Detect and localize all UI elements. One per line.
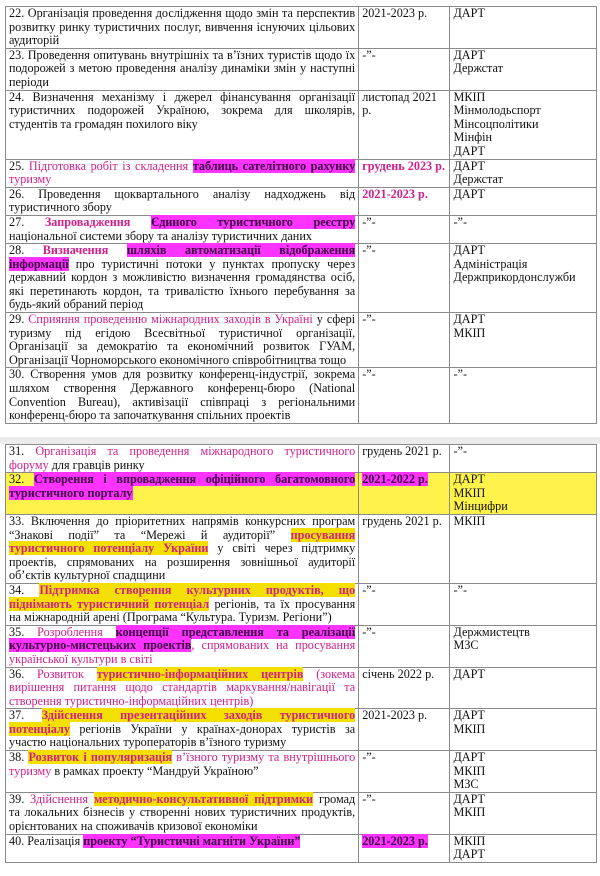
table-row <box>6 159 597 187</box>
responsible-body: Мінмолодьспорт <box>453 103 541 118</box>
measure-text: (зокема вирішення питання щодо стандартів маркування/навігації та створення туристично-інформаційних центрів) <box>9 666 356 708</box>
measure-text: громад та локальних бізнесів у створенні нових туристичних продуктів, орієнтованих на споживачів кризової економіки <box>9 791 356 834</box>
measure-text: просування туристичного потенціалу України <box>9 527 356 556</box>
measure-cell <box>6 90 359 159</box>
measure-number: 22. <box>9 6 25 20</box>
measure-number: 40. <box>9 833 25 848</box>
responsible-cell <box>450 313 597 368</box>
measure-text: у сфері туризму під егідою Всесвітньої туристичної організації, Організації за демократію та економічний розвиток ГУАМ, Організації Чорноморського економічного співробітництва тощо <box>9 312 356 367</box>
table-row <box>6 625 597 667</box>
measure-text: регіонів, та їх просування на міжнародній арені (Програма “Культура. Туризм. Регіони”) <box>9 596 356 625</box>
measure-text: таблиць сателітного рахунку <box>192 158 356 173</box>
responsible-cell <box>450 159 597 187</box>
measure-text: Розвиток і популяризація <box>28 750 173 765</box>
term-text: 2021-2023 р. <box>362 6 428 20</box>
responsible-cell <box>450 792 597 834</box>
measure-cell <box>6 625 359 667</box>
term-text: -”- <box>362 47 376 62</box>
term-cell <box>359 445 450 473</box>
measure-text: Створення умов для розвитку конференц-індустрії, зокрема шляхом створення Державного конференц-бюро (National Convention Bureau), активізації співпраці з регіональними конференц-бюро та започаткування спільних проектів <box>9 367 356 423</box>
measure-cell <box>6 7 359 49</box>
table-row <box>6 313 597 368</box>
measure-text: національної системи збору та аналізу туристичних даних <box>9 228 312 243</box>
responsible-cell <box>450 7 597 49</box>
responsible-cell <box>450 473 597 515</box>
responsible-body: МКІП <box>453 763 486 778</box>
measure-text: Реалізація <box>27 833 84 848</box>
responsible-cell <box>450 709 597 751</box>
measure-text: Єдиного туристичного реєстру <box>150 214 356 229</box>
term-cell <box>359 187 450 215</box>
measure-number: 35. <box>9 624 25 639</box>
measure-text: Здійснення <box>30 791 94 806</box>
table-row <box>6 445 597 473</box>
responsible-body: ДАРТ <box>453 750 485 765</box>
responsible-body: ДАРТ <box>453 312 485 327</box>
measure-text: Здійснення презентаційних заходів туристичного потенціалу <box>9 708 356 736</box>
responsible-body: МКІП <box>453 89 486 104</box>
responsible-cell <box>450 215 597 243</box>
responsible-cell <box>450 90 597 159</box>
measure-text: Розроблення <box>37 624 116 639</box>
measure-text: Проведення опитувань внутрішніх та в’їзних туристів щодо їх подорожей з метою проведення аналізу динаміки змін у наступні періоди <box>9 47 356 89</box>
term-cell <box>359 625 450 667</box>
measure-cell <box>6 473 359 515</box>
responsible-body: ДАРТ <box>453 143 485 158</box>
measure-cell <box>6 244 359 313</box>
measure-number: 27. <box>9 214 25 229</box>
table-row <box>6 583 597 625</box>
term-cell <box>359 215 450 243</box>
responsible-body: МКІП <box>453 485 486 500</box>
responsible-body: Держстат <box>453 172 503 187</box>
term-cell <box>359 792 450 834</box>
term-text: листопад 2021 р. <box>362 89 438 118</box>
measure-number: 36. <box>9 666 25 681</box>
measure-text: Розвиток <box>37 666 97 681</box>
responsible-body: МЗС <box>453 777 479 792</box>
measure-cell <box>6 187 359 215</box>
measure-number: 33. <box>9 513 25 528</box>
responsible-body: Мінсоцполітики <box>453 116 539 131</box>
term-text: -”- <box>362 750 376 765</box>
measure-number: 30. <box>9 367 25 382</box>
measure-text: Організація проведення дослідження щодо змін та перспектив розвитку ринку туристичних послуг, вивчення існуючих цільових аудиторій <box>9 6 356 48</box>
measure-text: про туристичні потоки у пунктах пропуску через державний кордон з можливістю визначення громадянства осіб, які перетинають кордон, та тривалістю їхнього перебування за будь-який обраний період <box>9 256 356 312</box>
measure-text: шляхів автоматизації відображення інформації <box>9 243 356 271</box>
measure-number: 37. <box>9 708 25 723</box>
table-row <box>6 792 597 834</box>
table-row <box>6 514 597 583</box>
term-text: грудень 2023 р. <box>362 158 445 173</box>
measure-number: 31. <box>9 444 25 458</box>
measure-number: 34. <box>9 582 25 597</box>
measure-number: 24. <box>9 89 25 104</box>
responsible-cell <box>450 514 597 583</box>
responsible-cell <box>450 583 597 625</box>
measure-number: 29. <box>9 312 25 327</box>
responsible-cell <box>450 834 597 862</box>
measure-text: методично-консультативної підтримки <box>93 791 314 806</box>
measure-cell <box>6 583 359 625</box>
term-text: -”- <box>362 243 376 258</box>
measure-text: в рамках проекту “Мандруй Україною” <box>51 763 259 778</box>
term-text: грудень 2021 р. <box>362 513 442 528</box>
responsible-body: ДАРТ <box>453 47 485 62</box>
term-cell <box>359 313 450 368</box>
responsible-body: Держмистецтв <box>453 624 530 639</box>
term-cell <box>359 7 450 49</box>
measure-text: проекту “Туристичні магніти України” <box>83 833 301 848</box>
responsible-body: МКІП <box>453 721 486 736</box>
term-cell <box>359 90 450 159</box>
responsible-body: ДАРТ <box>453 708 485 723</box>
table-row <box>6 215 597 243</box>
measure-cell <box>6 751 359 793</box>
measure-text: в’їзного туризму та внутрішнього туризму <box>9 750 356 778</box>
responsible-body: МКІП <box>453 805 486 820</box>
table-row <box>6 90 597 159</box>
page-separator <box>0 437 600 444</box>
term-cell <box>359 48 450 90</box>
term-cell <box>359 244 450 313</box>
term-text: січень 2022 р. <box>362 666 435 681</box>
measure-text: для гравців ринку <box>48 457 145 472</box>
measure-text: Сприяння проведенню міжнародних заходів в Україні <box>28 312 313 327</box>
responsible-body: МКІП <box>453 833 486 848</box>
table-row <box>6 834 597 862</box>
responsible-cell <box>450 48 597 90</box>
measure-text: Визначення механізму і джерел фінансування організації туристичних подорожей Україною, зокрема для школярів, студентів та громадян похилого віку <box>9 89 356 131</box>
measure-number: 39. <box>9 791 25 806</box>
responsible-body: ДАРТ <box>453 186 485 201</box>
table-row <box>6 709 597 751</box>
term-cell <box>359 834 450 862</box>
term-text: грудень 2021 р. <box>362 444 442 458</box>
term-text: -”- <box>362 312 376 327</box>
term-cell <box>359 583 450 625</box>
responsible-body: ДАРТ <box>453 791 485 806</box>
measure-text: туристично-інформаційних центрів <box>96 666 304 681</box>
responsible-body: Держстат <box>453 61 503 76</box>
measure-cell <box>6 313 359 368</box>
measure-text: Створення і впровадження офіційного багатомовного туристичного порталу <box>9 472 356 500</box>
measure-number: 25. <box>9 158 25 173</box>
action-plan-table-part-1 <box>5 6 597 424</box>
responsible-body: МКІП <box>453 513 486 528</box>
measure-cell <box>6 667 359 709</box>
table-row <box>6 187 597 215</box>
table-row <box>6 667 597 709</box>
measure-text: концепції представлення та реалізації культурно-мистецьких проектів <box>9 624 356 653</box>
term-text: -”- <box>362 582 376 597</box>
responsible-cell <box>450 667 597 709</box>
responsible-body: ДАРТ <box>453 847 485 862</box>
measure-cell <box>6 514 359 583</box>
responsible-body: МЗС <box>453 638 479 653</box>
responsible-body: ДАРТ <box>453 243 485 258</box>
table-row <box>6 7 597 49</box>
responsible-body: Адміністрація Держприкордонслужби <box>453 256 576 285</box>
term-cell <box>359 473 450 515</box>
table-row <box>6 244 597 313</box>
measure-text: Підготовка робіт із складення <box>28 158 193 173</box>
responsible-cell <box>450 625 597 667</box>
responsible-body: Мінфін <box>453 130 493 145</box>
responsible-body: ДАРТ <box>453 472 485 487</box>
measure-number: 38. <box>9 750 25 765</box>
term-cell <box>359 368 450 423</box>
responsible-body: -”- <box>453 582 468 597</box>
responsible-body: ДАРТ <box>453 666 485 681</box>
measure-cell <box>6 792 359 834</box>
action-plan-table-part-2 <box>5 444 597 863</box>
term-text: -”- <box>362 367 376 382</box>
measure-text: у світі через підтримку проектів, спрямованих на розширення зовнішньої аудиторії об’єктів культурної спадщини <box>9 541 356 583</box>
term-text: 2021-2023 р. <box>362 833 428 848</box>
responsible-body: -”- <box>453 367 468 382</box>
responsible-cell <box>450 445 597 473</box>
responsible-body: Мінцифри <box>453 499 508 514</box>
responsible-body: МКІП <box>453 325 486 340</box>
responsible-cell <box>450 368 597 423</box>
term-text: 2021-2023 р. <box>362 708 428 723</box>
table-row <box>6 48 597 90</box>
term-cell <box>359 159 450 187</box>
measure-text: , спрямованих на просування української культури в світі <box>9 638 356 666</box>
term-text: -”- <box>362 624 376 639</box>
measure-number: 26. <box>9 186 25 201</box>
measure-cell <box>6 159 359 187</box>
measure-cell <box>6 48 359 90</box>
measure-cell <box>6 709 359 751</box>
term-text: -”- <box>362 214 376 229</box>
term-text: 2021-2022 р. <box>362 472 428 487</box>
measure-text: Включення до пріоритетних напрямів конкурсних програм “Знакові події” та “Мережі й аудиторії” <box>9 513 356 542</box>
term-text: -”- <box>362 791 376 806</box>
term-cell <box>359 667 450 709</box>
responsible-body: ДАРТ <box>453 6 485 20</box>
measure-text: Запровадження <box>44 214 151 229</box>
measure-number: 28. <box>9 243 25 258</box>
term-cell <box>359 751 450 793</box>
responsible-body: ДАРТ <box>453 158 485 173</box>
measure-text: туризму <box>9 172 52 187</box>
responsible-cell <box>450 187 597 215</box>
measure-cell <box>6 215 359 243</box>
measure-text: регіонів України у країнах-донорах туристів за участю національних туроператорів в’їзного туризму <box>9 721 356 750</box>
measure-number: 32. <box>9 472 25 487</box>
table-row <box>6 751 597 793</box>
measure-text: Підтримка створення культурних продуктів, що піднімають туристичний потенціал <box>9 582 356 611</box>
responsible-cell <box>450 244 597 313</box>
measure-number: 23. <box>9 47 25 62</box>
measure-cell <box>6 834 359 862</box>
term-cell <box>359 709 450 751</box>
term-cell <box>359 514 450 583</box>
responsible-body: -”- <box>453 214 468 229</box>
measure-cell <box>6 368 359 423</box>
responsible-body: -”- <box>453 444 468 458</box>
measure-text: Організація та проведення міжнародного туристичного форуму <box>9 444 356 472</box>
table-row <box>6 473 597 515</box>
measure-text: Визначення <box>42 243 127 258</box>
measure-text: Проведення щоквартального аналізу надходжень від туристичного збору <box>9 186 356 215</box>
measure-cell <box>6 445 359 473</box>
responsible-cell <box>450 751 597 793</box>
table-row <box>6 368 597 423</box>
term-text: 2021-2023 р. <box>362 186 428 201</box>
